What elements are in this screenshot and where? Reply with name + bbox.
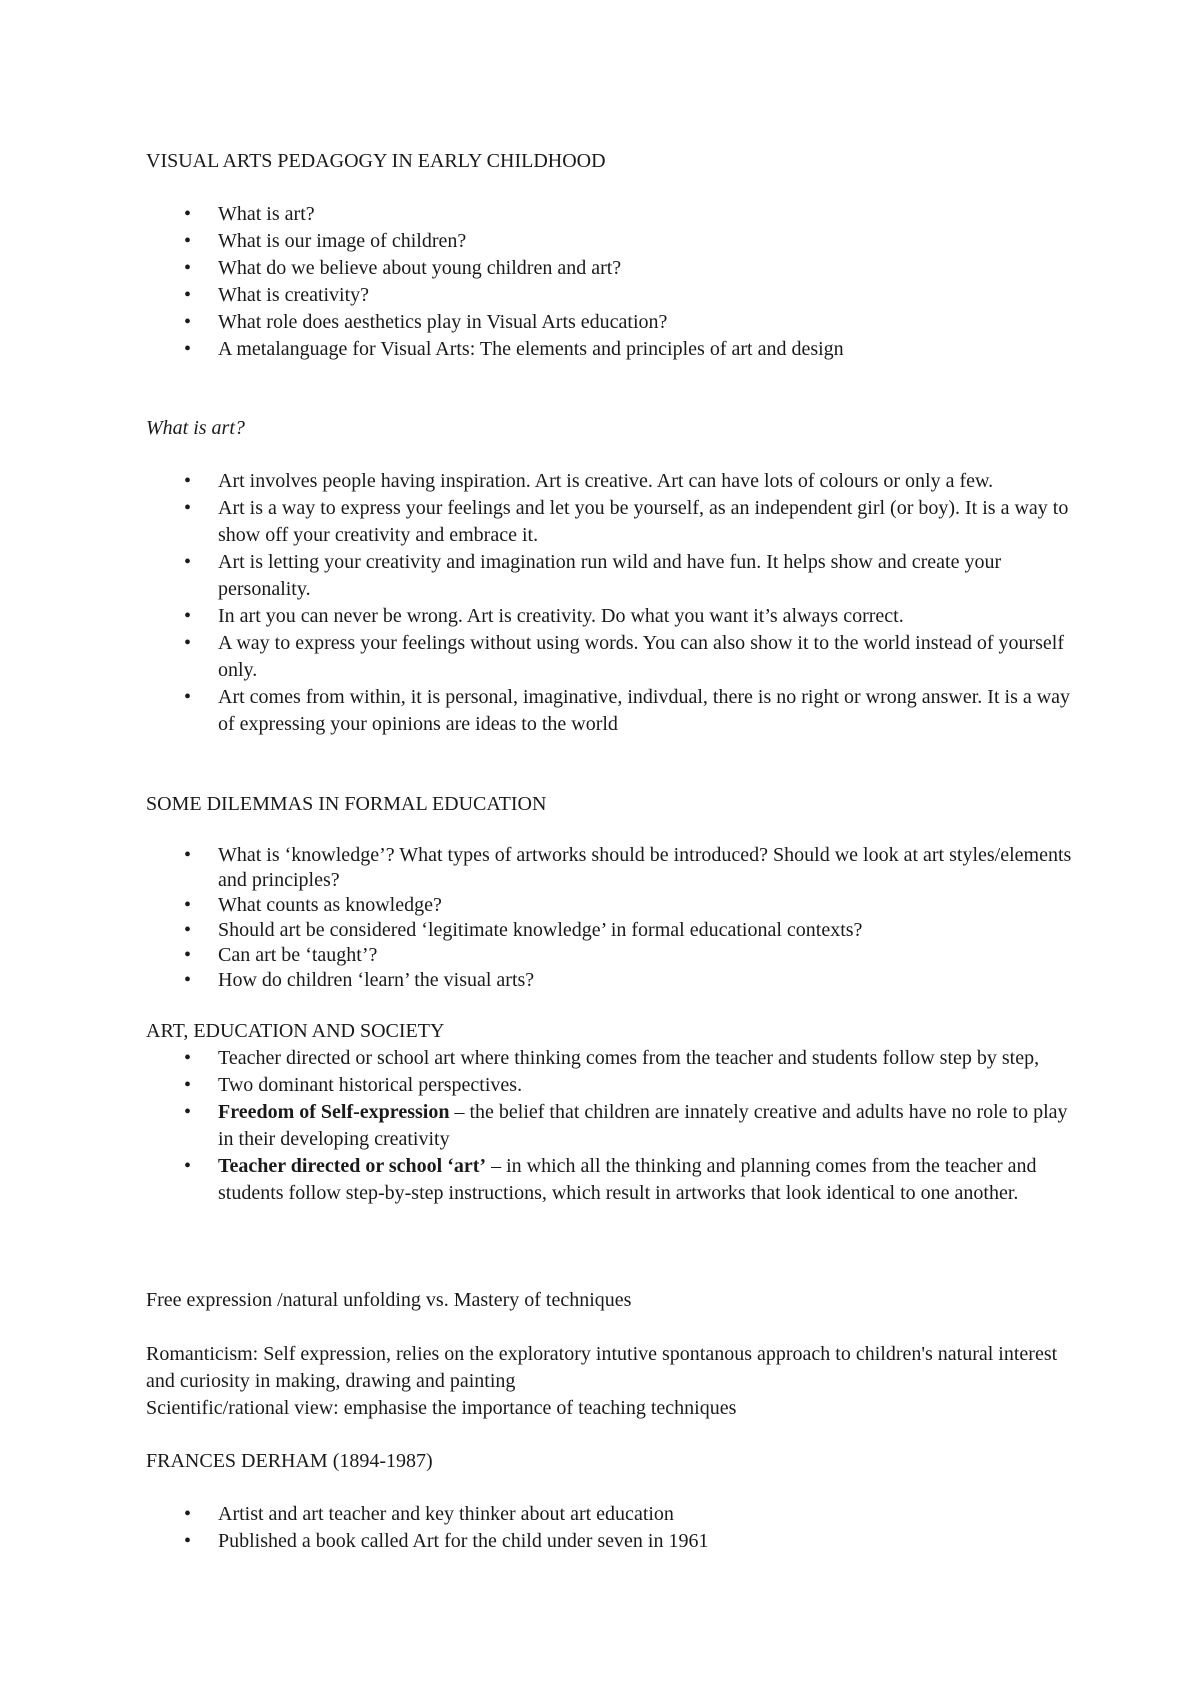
list-item: • Published a book called Art for the child under seven in 1961 — [146, 1528, 1076, 1555]
list-item: • A metalanguage for Visual Arts: The elements and principles of art and design — [146, 336, 1076, 363]
list-item: • How do children ‘learn’ the visual arts? — [184, 969, 535, 991]
list-item: • Artist and art teacher and key thinker about art education — [146, 1501, 1076, 1528]
bullet-icon: • — [184, 632, 192, 654]
list-item: • What is art? — [146, 201, 1076, 228]
scientific-paragraph: Scientific/rational view: emphasise the importance of teaching techniques — [146, 1397, 737, 1419]
bullet-icon: • — [184, 230, 192, 252]
section-heading: What is art? — [146, 417, 245, 439]
list-item: • What role does aesthetics play in Visual Arts education? — [146, 309, 1076, 336]
section-heading: ART, EDUCATION AND SOCIETY — [146, 1020, 445, 1042]
bullet-icon: • — [184, 605, 192, 627]
page-title: VISUAL ARTS PEDAGOGY IN EARLY CHILDHOOD — [146, 150, 606, 172]
dilemmas-section — [146, 791, 1076, 993]
bold-term: Freedom of Self-expression — [218, 1101, 450, 1123]
list-item: • Art comes from within, it is personal, imaginative, indivdual, there is no right or wrong answer. It is a way of expressing your opinions are ideas to the world — [184, 686, 1071, 735]
bullet-icon: • — [184, 338, 192, 360]
bullet-icon: • — [184, 686, 192, 708]
paragraph-block — [146, 1287, 1076, 1422]
section-heading: SOME DILEMMAS IN FORMAL EDUCATION — [146, 793, 547, 815]
list-item: • Teacher directed or school ‘art’ – in which all the thinking and planning comes from the teacher and students follow step-by-step instructions, which result in artworks that look identical to one another. — [184, 1155, 1037, 1204]
derham-bullet-list — [146, 1501, 1076, 1555]
intro-bullet-list — [146, 201, 1076, 363]
bullet-icon: • — [184, 551, 192, 573]
derham-section — [146, 1448, 1076, 1555]
bullet-icon: • — [184, 919, 192, 941]
romanticism-paragraph: Romanticism: Self expression, relies on the exploratory intutive spontanous approach to children's natural interest and curiosity in making, drawing and painting — [146, 1343, 1058, 1392]
section-heading: FRANCES DERHAM (1894-1987) — [146, 1450, 433, 1472]
bullet-icon: • — [184, 1530, 192, 1552]
list-item: • What do we believe about young children and art? — [146, 255, 1076, 282]
bullet-icon: • — [184, 311, 192, 333]
bullet-icon: • — [184, 257, 192, 279]
list-item: • Should art be considered ‘legitimate knowledge’ in formal educational contexts? — [184, 919, 863, 941]
bullet-icon: • — [184, 1047, 192, 1069]
list-item: • Art is letting your creativity and imagination run wild and have fun. It helps show and create your personality. — [184, 551, 1002, 600]
list-item: • Two dominant historical perspectives. — [146, 1072, 1076, 1099]
bullet-icon: • — [184, 944, 192, 966]
list-item: • In art you can never be wrong. Art is creativity. Do what you want it’s always correct. — [146, 603, 1076, 630]
list-item: • What is ‘knowledge’? What types of artworks should be introduced? Should we look at art styles/elements and principles? — [184, 844, 1072, 891]
bullet-icon: • — [184, 1155, 192, 1177]
society-bullet-list — [146, 1045, 1076, 1207]
list-item: • Freedom of Self-expression – the belief that children are innately creative and adults have no role to play in their developing creativity — [184, 1101, 1068, 1150]
what-is-art-bullet-list — [146, 468, 1076, 738]
list-item: • Art involves people having inspiration. Art is creative. Art can have lots of colours or only a few. — [146, 468, 1076, 495]
list-item: • What is our image of children? — [146, 228, 1076, 255]
society-section — [146, 1018, 1076, 1207]
bullet-icon: • — [184, 969, 192, 991]
bullet-icon: • — [184, 844, 192, 866]
bullet-icon: • — [184, 284, 192, 306]
list-item: • A way to express your feelings without using words. You can also show it to the world instead of yourself only. — [184, 632, 1065, 681]
bullet-icon: • — [184, 203, 192, 225]
bullet-icon: • — [184, 470, 192, 492]
what-is-art-section — [146, 415, 1076, 738]
intro-section — [146, 148, 1076, 363]
dilemmas-bullet-list — [146, 843, 1076, 993]
bullet-icon: • — [184, 1101, 192, 1123]
bold-term: Teacher directed or school ‘art’ — [218, 1155, 487, 1177]
list-item: • What is creativity? — [146, 282, 1076, 309]
bullet-icon: • — [184, 1503, 192, 1525]
free-expression-paragraph: Free expression /natural unfolding vs. Mastery of techniques — [146, 1289, 632, 1311]
list-item: • What counts as knowledge? — [184, 894, 442, 916]
list-item: • Teacher directed or school art where thinking comes from the teacher and students follow step by step, — [146, 1045, 1076, 1072]
bullet-icon: • — [184, 894, 192, 916]
list-item: • Can art be ‘taught’? — [184, 944, 378, 966]
list-item: • Art is a way to express your feelings and let you be yourself, as an independent girl (or boy). It is a way to show off your creativity and embrace it. — [184, 497, 1069, 546]
bullet-icon: • — [184, 1074, 192, 1096]
bullet-icon: • — [184, 497, 192, 519]
